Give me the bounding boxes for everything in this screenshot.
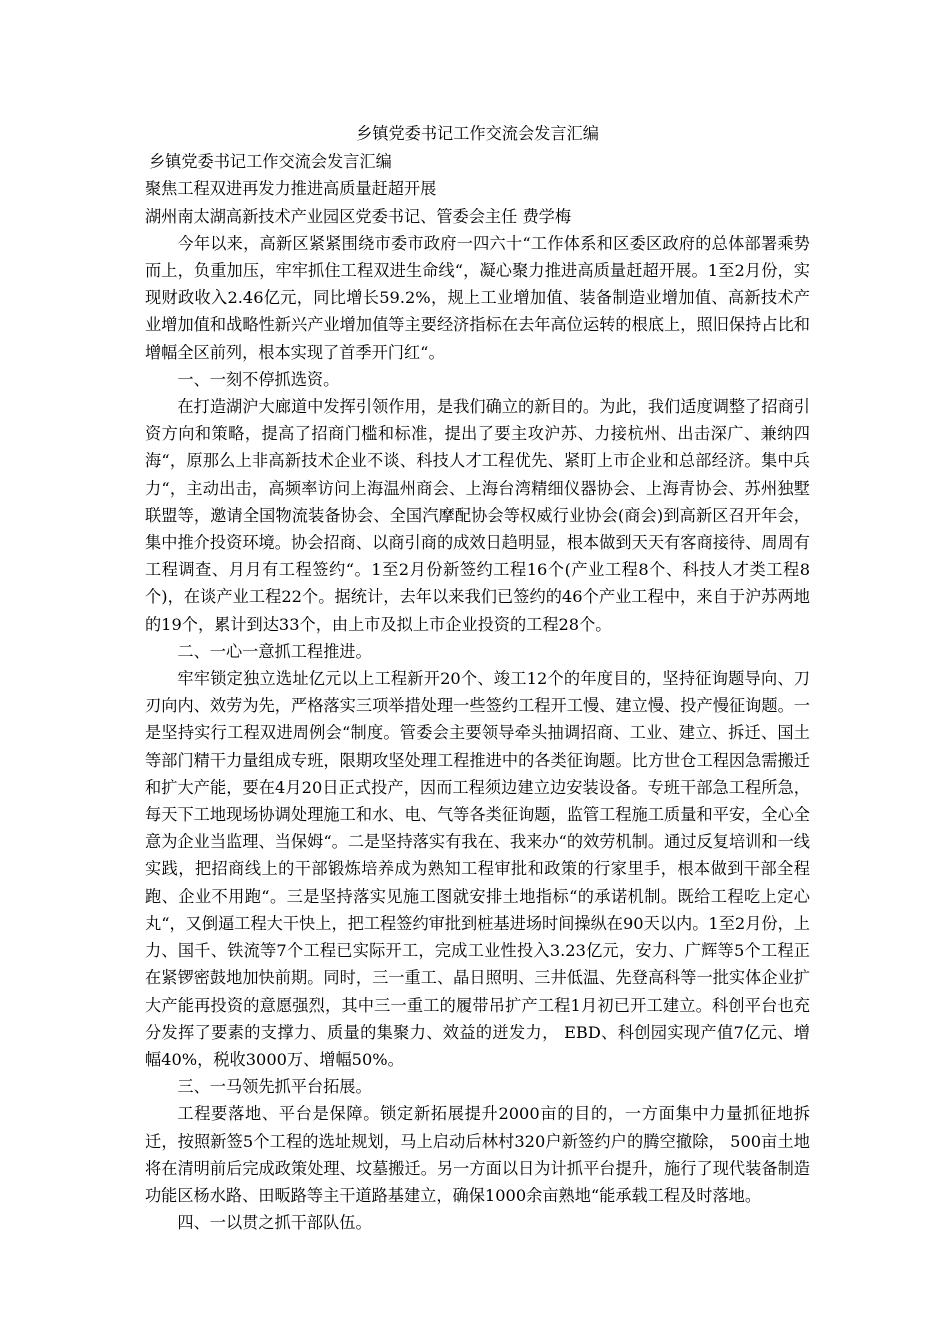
section-heading-1: 一、一刻不停抓选资。 — [177, 369, 340, 389]
document-subtitle: 乡镇党委书记工作交流会发言汇编 — [149, 152, 392, 172]
section-heading-2: 二、一心一意抓工程推进。 — [177, 641, 372, 661]
paragraph-investment: 在打造湖沪大廊道中发挥引领作用，是我们确立的新目的。为此，我们适度调整了招商引资方向和策略，提高了招商门槛和标准，提出了要主攻沪苏、力接杭州、出击深广、兼纳四海“，原那么上非高新技术企业不谈、科技人才工程优先、紧盯上市企业和总部经济。集中兵力“，主动出击，高频率访问上海温州商会、上海台湾精细仪器协会、上海青协会、苏州独墅联盟等，邀请全国物流装备协会、全国汽摩配协会等权威行业协会(商会)到高新区召开年会，集中推介投资环境。协会招商、以商引商的成效日趋明显，根本做到天天有客商接待、周周有工程调查、月月有工程签约“。1至2月份新签约工程16个(产业工程8个、科技人才类工程8个)，在谈产业工程22个。据统计，去年以来我们已签约的46个产业工程中，来自于沪苏两地的19个，累计到达33个，由上市及拟上市企业投资的工程28个。 — [145, 397, 810, 634]
paragraph-platform: 工程要落地、平台是保障。锁定新拓展提升2000亩的目的，一方面集中力量抓征地拆迁，按照新签5个工程的选址规划，马上启动后林村320户新签约户的腾空撤除， 500亩土地将在清明前后完成政策处理、坟墓搬迁。另一方面以日为计抓平台提升，施行了现代装备制造功能区杨水路、田畈路等主干道路基建立，确保1000余亩熟地“能承载工程及时落地。 — [145, 1104, 810, 1205]
document-title: 乡镇党委书记工作交流会发言汇编 — [356, 124, 599, 143]
paragraph-intro: 今年以来，高新区紧紧围绕市委市政府一四六十“工作体系和区委区政府的总体部署乘势而上，负重加压，牢牢抓住工程双进生命线“，凝心聚力推进高质量赶超开展。1至2月份，实现财政收入2.46亿元，同比增长59.2%，规上工业增加值、装备制造业增加值、高新技术产业增加值和战略性新兴产业增加值等主要经济指标在去年高位运转的根底上，照旧保持占比和增幅全区前列，根本实现了首季开门红“。 — [145, 233, 810, 362]
paragraph-project-progress: 牢牢锁定独立选址亿元以上工程新开20个、竣工12个的年度目的，坚持征询题导向、刀刃向内、效劳为先，严格落实三项举措处理一些签约工程开工慢、建立慢、投产慢征询题。一是坚持实行工程双进周例会“制度。管委会主要领导牵头抽调招商、工业、建立、拆迁、国土等部门精干力量组成专班，限期攻坚处理工程推进中的各类征询题。比方世仓工程因急需搬迁和扩大产能，要在4月20日正式投产，因而工程须边建立边安装设备。专班干部急工程所急，每天下工地现场协调处理施工和水、电、气等各类征询题，监管工程施工质量和平安，全心全意为企业当监理、当保姆“。二是坚持落实有我在、我来办“的效劳机制。通过反复培训和一线实践，把招商线上的干部锻炼培养成为熟知工程审批和政策的行家里手，根本做到干部全程跑、企业不用跑“。三是坚持落实见施工图就安排土地指标“的承诺机制。既给工程吃上定心丸“，又倒逼工程大干快上，把工程签约审批到桩基进场时间操纵在90天以内。1至2月份，上力、国千、铁流等7个工程已实际开工，完成工业性投入3.23亿元，安力、广辉等5个工程正在紧锣密鼓地加快前期。同时，三一重工、晶日照明、三井低温、先登高科等一批实体企业扩大产能再投资的意愿强烈，其中三一重工的履带吊扩产工程1月初已开工建立。科创平台也充分发挥了要素的支撑力、质量的集聚力、效益的迸发力， EBD、科创园实现产值7亿元、增幅40%，税收3000万、增幅50%。 — [145, 669, 810, 1069]
speech-headline: 聚焦工程双进再发力推进高质量赶超开展 — [145, 179, 437, 199]
document-page — [145, 120, 810, 1236]
section-heading-4: 四、一以贯之抓干部队伍。 — [177, 1213, 372, 1233]
section-heading-3: 三、一马领先抓平台拓展。 — [177, 1077, 372, 1097]
author-line: 湖州南太湖高新技术产业园区党委书记、管委会主任 费学梅 — [145, 206, 572, 226]
